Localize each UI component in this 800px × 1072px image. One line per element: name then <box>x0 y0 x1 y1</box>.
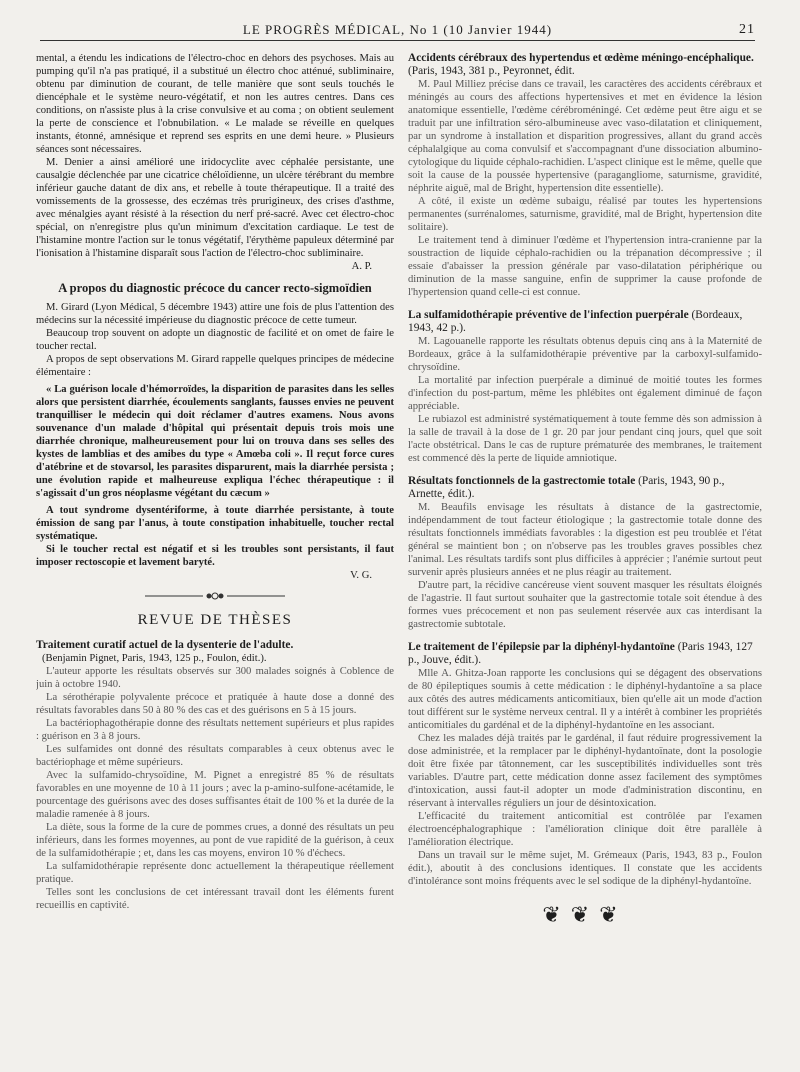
article-2-title: La sulfamidothérapie préventive de l'infection puerpérale (Bordeaux, 1943, 42 p.). <box>408 309 743 334</box>
intro-paragraph: mental, a étendu les indications de l'électro-choc en dehors des psychoses. Mais au pumping qu'il n'a pas pratiqué, il a substitué un électro choc atténué, subliminaire, obtenu par diminution de courant, de telle manière que sont seuls touchés le diencéphale et le système neuro-végétatif, et non les autres centres. Dans ces conditions, on n'assiste plus à la crise convulsive et au coma ; on obtient seulement la perte de conscience et l'obnubilation. « Le malade se réveille en quelques instants, étonné, amnésique et reprend ses esprits en une demi heure. » Plusieurs séances sont nécessaires. <box>36 53 394 155</box>
these-paragraph: La sérothérapie polyvalente précoce et pratiquée à haute dose a donné des résultats favorables dans 50 à 80 % des cas et des guérisons en 5 à 15 jours. <box>36 692 394 716</box>
these-paragraph: La diète, sous la forme de la cure de pommes crues, a donné des résultats un peu inférieurs, dans les formes moyennes, au pont de vue rapidité de la guérison, à ceux de la sulfamidothérapie ; et, dans les cas moyens, environ 10 % d'échecs. <box>36 822 394 859</box>
article-3-paragraph: M. Beaufils envisage les résultats à distance de la gastrectomie, indépendamment de tout facteur étiologique ; la gastrectomie totale donne des résultats fonctionnels immédiats favorables : la digestion est peu troublée et l'état général se maintient bon ; on n'observe pas les troubles graves possibles chez l'animal. Les résultats tardifs sont plus difficiles à apprécier ; l'anémie surtout peut survenir après plusieurs années et ne plus réagir au traitement. <box>408 502 762 578</box>
left-column <box>36 52 394 1052</box>
article-4-paragraph: L'efficacité du traitement anticomitial est contrôlée par l'examen électroencéphalographique : l'amélioration clinique doit être parallèle à l'amélioration électrique. <box>408 811 762 848</box>
running-header <box>40 20 755 41</box>
article-3-reference: (Paris, 1943, 90 p., Arnette, édit.). <box>408 475 725 500</box>
article-3-title: Résultats fonctionnels de la gastrectomie totale (Paris, 1943, 90 p., Arnette, édit.). <box>408 475 725 500</box>
these-body <box>36 665 394 912</box>
article-2-paragraph: Le rubiazol est administré systématiquement à toute femme dès son admission à la salle de travail à la dose de 1 gr. 20 par jour pendant cinq jours, quel que soit l'acte obstétrical. Dans le cas de rupture prématurée des membranes, le traitement est commencé dès la perte de liquide amniotique. <box>408 414 762 464</box>
article-paragraph: Si le toucher rectal est négatif et si les troubles sont persistants, il faut imposer rectoscopie et lavement baryté. <box>36 544 394 568</box>
second-paragraph: M. Denier a ainsi amélioré une iridocyclite avec céphalée persistante, une causalgie déclenchée par une cicatrice chéloïdienne, un ulcère térébrant du membre inférieur gauche datant de dix ans, et rebelle à toute thérapeutique. Il a traité des vomissements de la grossesse, des eczémas très prurigineux, des crises d'asthme, avec ménalgies ayant résisté à la résection du nerf pré-sacré. Avec cet électro-choc spécial, on n'enregistre plus qu'un minimum d'excitation cardiaque. Le test de l'histamine montre l'action sur le tonus végétatif, l'érythème papuleux déterminé par l'ionisation à l'histamine disparaît sous l'action de l'électro-choc subliminaire. <box>36 157 394 259</box>
these-paragraph: L'auteur apporte les résultats observés sur 300 malades soignés à Coblence de juin à octobre 1940. <box>36 666 394 690</box>
ornament-divider-icon <box>36 588 394 600</box>
article-3-body <box>408 501 762 631</box>
running-title: LE PROGRÈS MÉDICAL, No 1 (10 Janvier 1944) <box>242 22 553 37</box>
article-4-paragraph: Dans un travail sur le même sujet, M. Grémeaux (Paris, 1943, 83 p., Foulon édit.), aboutit à des conclusions identiques. Il constate que les accidents d'intolérance sont moins fréquents avec le sel sodique de la diphényl-hydantoïne. <box>408 850 762 887</box>
article-4-reference: (Paris 1943, 127 p., Jouve, édit.). <box>408 641 753 666</box>
article-1-title: Accidents cérébraux des hypertendus et œdème méningo-encéphalique. (Paris, 1943, 381 p., Peyronnet, édit. <box>408 52 754 77</box>
article-1-reference: (Paris, 1943, 381 p., Peyronnet, édit. <box>408 65 575 77</box>
article-2-body <box>408 335 762 465</box>
article-4-body <box>408 667 762 888</box>
article-4-paragraph: Chez les malades déjà traités par le gardénal, il faut réduire progressivement la dose administrée, et la remplacer par le diphényl-hydantoïnate, dont la posologie doit être fixée par tâtonnement, car les susceptibilités individuelles sont très variables. D'autre part, cette médication donne assez facilement des symptômes d'intoxication, aussi faut-il adopter un mode d'administration discontinu, en réservant à intervalles réguliers un jour de désintoxication. <box>408 733 762 809</box>
section-title: REVUE DE THÈSES <box>137 612 293 628</box>
these-title: Traitement curatif actuel de la dysenterie de l'adulte. <box>36 639 294 651</box>
article-1-body <box>408 78 762 299</box>
these-paragraph: La sulfamidothérapie représente donc actuellement la thérapeutique réellement pratique. <box>36 861 394 885</box>
article-1-paragraph: A côté, il existe un œdème subaigu, réalisé par toutes les hypertensions permanentes (surrénalomes, saturnisme, gravidité, mal de Bright, hypertension dite solitaire). <box>408 196 762 233</box>
article-2-reference: (Bordeaux, 1943, 42 p.). <box>408 309 743 334</box>
signature-vg: V. G. <box>350 570 372 581</box>
these-reference: (Benjamin Pignet, Paris, 1943, 125 p., Foulon, édit.). <box>42 653 267 664</box>
these-paragraph: Telles sont les conclusions de cet intéressant travail dont les éléments furent recueillis en captivité. <box>36 887 394 911</box>
article-1-paragraph: M. Paul Milliez précise dans ce travail, les caractères des accidents cérébraux et méningés au cours des affections hypertensives et met en évidence la lésion anatomique essentielle, l'œdème cérébroméningé. Cet œdème peut être aigu et se traduit par une infiltration séro-albumineuse avec vaso-dilatation et cliniquement, par un syndrome à installation et disparition progressives, allant du grand accès céphalalgique au coma convulsif et s'accompagnant d'une dissociation albumino-cytologique du liquide céphalo-rachidien. L'aspect clinique est le même, quelle que soit la cause de la poussée hypertensive (paragangliome, saturnisme, gravidité, néphrite aiguë, mal de Bright, hypertension dite essentielle). <box>408 79 762 194</box>
right-column <box>408 52 762 992</box>
article-3-paragraph: D'autre part, la récidive cancéreuse vient souvent masquer les résultats éloignés de l'agastrie. Il faut surtout souhaiter que la gastrectomie totale soit étendue à des formes vues précocement et non pas seulement réservée aux cas interdisant la gastrectomie subtotale. <box>408 580 762 630</box>
article-paragraph: Beaucoup trop souvent on adopte un diagnostic de facilité et on omet de faire le toucher rectal. <box>36 328 394 352</box>
signature-ap: A. P. <box>351 261 372 272</box>
these-paragraph: Les sulfamides ont donné des résultats comparables à ceux obtenus avec le bactériophage et même supérieurs. <box>36 744 394 768</box>
article-2-paragraph: La mortalité par infection puerpérale a diminué de moitié toutes les formes d'infection du post-partum, même les phlébites ont également diminué de façon appréciable. <box>408 375 762 412</box>
article-paragraph: M. Girard (Lyon Médical, 5 décembre 1943) attire une fois de plus l'attention des médecins sur la nécessité impérieuse du diagnostic précoce de cette tumeur. <box>36 302 394 326</box>
article-2-paragraph: M. Lagouanelle rapporte les résultats obtenus depuis cinq ans à la Maternité de Bordeaux, grâce à la sulfamidothérapie préventive par la carboxyl-sulfamido-chrysoïdine. <box>408 336 762 373</box>
article-title: A propos du diagnostic précoce du cancer recto-sigmoïdien <box>58 281 372 295</box>
page-number: 21 <box>739 22 755 37</box>
fleuron-ornament-icon: ❦❦❦ <box>542 902 628 927</box>
these-paragraph: La bactériophagothérapie donne des résultats nettement supérieurs et plus rapides : guérison en 3 à 8 jours. <box>36 718 394 742</box>
article-paragraph: A tout syndrome dysentériforme, à toute diarrhée persistante, à toute émission de sang par l'anus, à toute constipation inhabituelle, toucher rectal systématique. <box>36 505 394 542</box>
these-paragraph: Avec la sulfamido-chrysoïdine, M. Pignet a enregistré 85 % de résultats favorables en une moyenne de 10 à 11 jours ; avec la p-amino-sulfone-acétamide, le pourcentage des guérisons avec des doses suffisantes était de 100 % et la durée de la maladie ramenée à 8 jours. <box>36 770 394 820</box>
article-4-paragraph: Mlle A. Ghitza-Joan rapporte les conclusions qui se dégagent des observations de 80 épileptiques soumis à cette médication : le diphényl-hydantoïne a sa place aux côtés des autres médicaments anticomitiaux, bien qu'elle ait un mode d'action tout différent sur le système nerveux central. Il y a intérêt à combiner les propriétés anticomitiales du gardénal et de la diphényl-hydantoïne en les associant. <box>408 668 762 731</box>
article-1-paragraph: Le traitement tend à diminuer l'œdème et l'hypertension intra-cranienne par la soustraction de liquide céphalo-rachidien ou la trépanation décompressive ; il essaie d'abaisser la pression générale par vaso-dilatation périphérique ou diminution de la masse sanguine, enfin de supprimer la cause profonde de l'hypertension quand celle-ci est connue. <box>408 235 762 298</box>
article-paragraph: A propos de sept observations M. Girard rappelle quelques principes de médecine élémentaire : <box>36 354 394 378</box>
article-quote: « La guérison locale d'hémorroïdes, la disparition de parasites dans les selles alors que persistent diarrhée, écoulements sanglants, fausses envies ne peuvent tranquilliser le médecin qui doit réclamer d'autres examens. Nous avons souvenance d'un malade d'hôpital qui présentait depuis trois mois une diarrhée chronique, malheureusement pour lui on trouva dans ses selles des kystes de lamblias et des amibes du type « Amœba coli ». Il reçut force cures d'atébrine et de stovarsol, les parasites disparurent, mais la diarrhée persista ; une évolution rapide et malheureuse expliqua l'échec thérapeutique : il s'agissait d'un gros néoplasme végétant du cæcum » <box>36 384 394 499</box>
article-4-title: Le traitement de l'épilepsie par la diphényl-hydantoïne (Paris 1943, 127 p., Jouve, édit.). <box>408 641 753 666</box>
